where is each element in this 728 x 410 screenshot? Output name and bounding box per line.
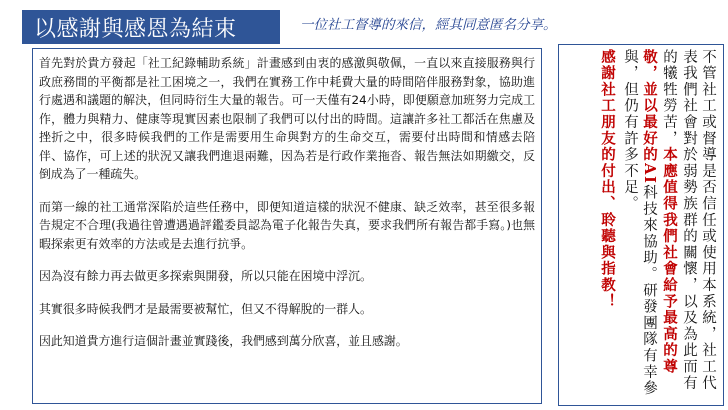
quote-thanks-text: 感謝社工朋友的付出、聆聽與指教！ — [599, 49, 616, 310]
letter-paragraph-2: 而第一線的社工通常深陷於這些任務中，即便知道這樣的狀況不健康、缺乏效率，甚至很多報告規定不合理(我過往曾遭遇過評鑑委員認為電子化報告失真，要求我們所有報告都手寫。)也無暇探索更有效率的方法或是去進行抗爭。 — [39, 199, 535, 251]
quote-black-tail: 科技來協助。研發團隊有幸參與，但仍有許多不足。 — [622, 49, 657, 397]
quote-box — [558, 44, 724, 406]
letter-paragraph-1: 首先對於貴方發起「社工紀錄輔助系統」計畫感到由衷的感激與敬佩，一直以來直接服務與行政庶務間的平衡都是社工困境之一，我們在實務工作中耗費大量的時間陪伴服務對象，協助進行處遇和議題的解決，但同時衍生大量的報告。可一天僅有24小時，即便願意加班努力完成工作，體力與精力、健康等現實因素也限制了我們可以付出的時間。這讓許多社工都活在焦慮及挫折之中，很多時候我們的工作是需要用生命與對方的生命交互，需要付出時間和情感去陪伴、協作，可上述的狀況又讓我們進退兩難，因為若是行政作業拖沓、報告無法如期繳交，反倒成為了一種疏失。 — [39, 56, 535, 181]
quote-main-text — [615, 49, 717, 403]
letter-paragraph-3: 因為沒有餘力再去做更多探索與開發，所以只能在困境中浮沉。 — [39, 269, 372, 283]
letter-box — [32, 48, 542, 404]
page-title: 以感謝與感恩為結束 — [34, 16, 237, 42]
quote-black-text: 不管社工或督導是否信任或使用本系統，社工代表我們社會對於弱勢族群的關懷，以及為此而有的犧牲勞苦， — [661, 49, 716, 392]
letter-paragraph-5: 因此知道貴方進行這個計畫並實踐後，我們感到萬分欣喜，並且感謝。 — [39, 334, 408, 348]
title-banner — [22, 10, 280, 44]
subtitle: 一位社工督導的來信，經其同意匿名分享。 — [300, 17, 557, 33]
quote-red-inline: 本應值得我們社會給予最高的尊敬，並以最好的 — [641, 49, 678, 376]
quote-ai-text: AI — [641, 163, 658, 185]
letter-paragraph-4: 其實很多時候我們才是最需要被幫忙，但又不得解脫的一群人。 — [39, 301, 372, 316]
